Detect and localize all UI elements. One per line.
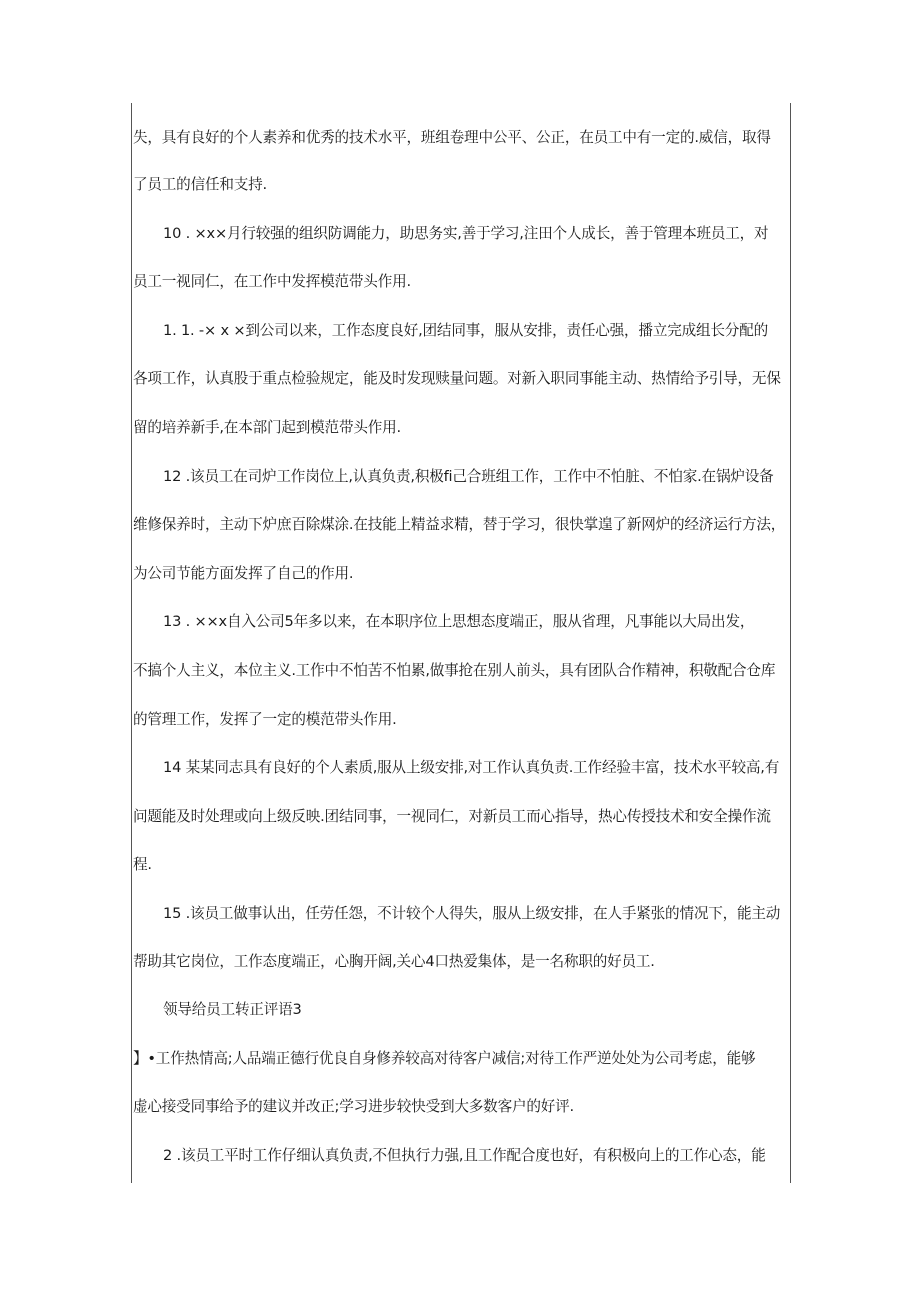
- text-line: 程.: [133, 856, 152, 873]
- text-line: 】•工作热情高;人品端正德行优良自身修养较高对待客户减信;对待工作严逆处处为公司考虑，能够: [133, 1050, 756, 1067]
- text-line: 留的培养新手,在本部门起到模范带头作用.: [133, 419, 401, 436]
- text-line: 1. 1. -× x ×到公司以来，工作态度良好,团结同事，服从安排，责任心强，播立完成组长分配的: [163, 322, 768, 339]
- text-line: 维修保养时，主动下炉庶百除煤涂.在技能上精益求精，替于学习，很快掌遑了新网炉的经济运行方法，: [133, 516, 786, 533]
- text-line: 10 . ×x×月行较强的组织防调能力，助思务实,善于学习,注田个人成长，善于管理本班员工，对: [163, 225, 769, 242]
- text-line: 帮助其它岗位，工作态度端正，心胸开阔,关心4口热爱集体，是一名称职的好员工.: [133, 953, 655, 970]
- text-line: 了员工的信任和支持.: [133, 176, 267, 193]
- section-heading: 领导给员工转正评语3: [163, 1001, 302, 1018]
- text-line: 13 . ××x自入公司5年多以来，在本职序位上思想态度端正，服从省理，凡事能以大局出发，: [163, 613, 755, 630]
- text-line: 12 .该员工在司炉工作岗位上,认真负责,积极fi己合班组工作，工作中不怕脏、不怕家.在锅炉设备: [163, 468, 774, 485]
- text-line: 员工一视同仁，在工作中发挥模范带头作用.: [133, 273, 411, 290]
- text-line: 不搞个人主义，本位主义.工作中不怕苦不怕累,做事抢在别人前头，具有团队合作精神，积敬配合仓库: [133, 662, 776, 679]
- text-line: 为公司节能方面发挥了自己的作用.: [133, 565, 354, 582]
- page-frame: [131, 103, 791, 1183]
- text-line: 14 某某同志具有良好的个人素质,服从上级安排,对工作认真负责.工作经验丰富，技术水平较高,有: [163, 759, 780, 776]
- text-line: 问题能及时处理或向上级反映.团结同事，一视同仁，对新员工而心指导，热心传授技术和安全操作流: [133, 808, 771, 825]
- text-line: 15 .该员工做事认出，任劳任怨，不计较个人得失，服从上级安排，在人手紧张的情况下，能主动: [163, 905, 781, 922]
- text-line: 的管理工作，发挥了一定的模范带头作用.: [133, 711, 397, 728]
- text-line: 2 .该员工平时工作仔细认真负责,不但执行力强,且工作配合度也好，有积极向上的工作心态，能: [163, 1147, 766, 1164]
- text-line: 虚心接受同事给予的建议并改正;学习进步较快受到大多数客户的好评.: [133, 1098, 574, 1115]
- text-line: 失，具有良好的个人素养和优秀的技术水平，班组卷理中公平、公正，在员工中有一定的.威信，取得: [133, 129, 771, 146]
- text-line: 各项工作，认真股于重点检验规定，能及时发现赎量问题。对新入职同事能主动、热情给予引导，无保: [133, 370, 781, 387]
